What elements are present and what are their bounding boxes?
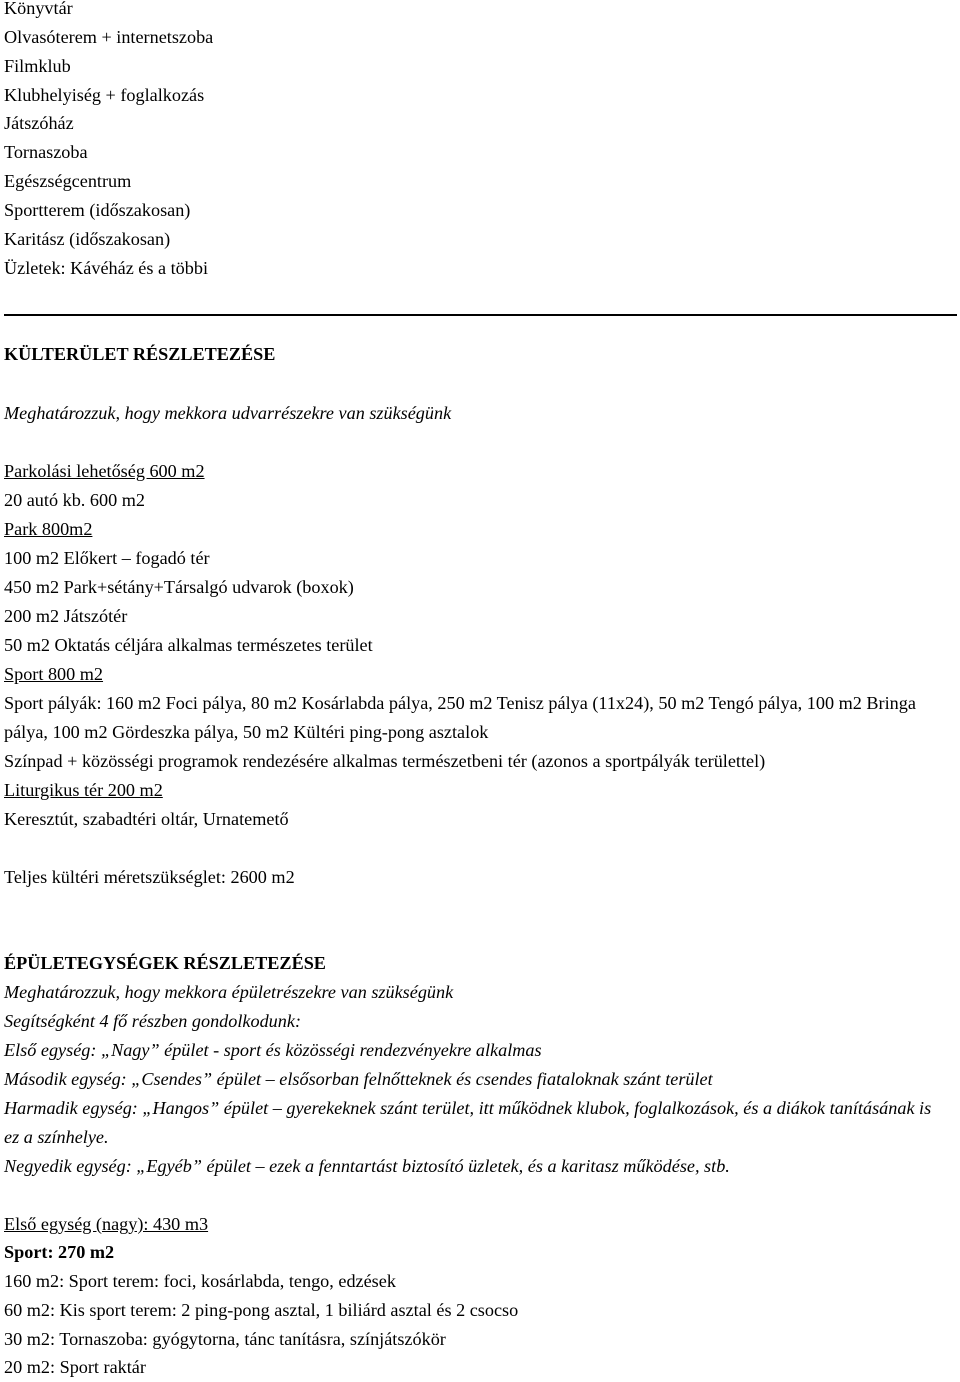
unit-item: Második egység: „Csendes” épület – elsősorban felnőtteknek és csendes fiataloknak szánt terület xyxy=(4,1069,713,1089)
facility-item: Egészségcentrum xyxy=(4,171,132,191)
stage-text: Színpad + közösségi programok rendezésére alkalmas természetbeni tér (azonos a sportpályák területtel) xyxy=(4,751,766,771)
liturgy-title: Liturgikus tér 200 m2 xyxy=(4,780,163,800)
facility-item: Filmklub xyxy=(4,56,71,76)
section-divider xyxy=(4,314,957,316)
sport-room: 30 m2: Tornaszoba: gyógytorna, tánc tanításra, színjátszókör xyxy=(4,1329,446,1349)
parking-title: Parkolási lehetőség 600 m2 xyxy=(4,461,205,481)
facility-item: Üzletek: Kávéház és a többi xyxy=(4,258,209,278)
sport-room: 20 m2: Sport raktár xyxy=(4,1357,146,1377)
buildings-subheading: Meghatározzuk, hogy mekkora épületrészekre van szükségünk xyxy=(4,982,454,1002)
facility-item: Sportterem (időszakosan) xyxy=(4,200,191,220)
sport-room: 160 m2: Sport terem: foci, kosárlabda, tengo, edzések xyxy=(4,1271,396,1291)
outdoor-total: Teljes kültéri méretszükséglet: 2600 m2 xyxy=(4,867,295,887)
first-unit-title: Első egység (nagy): 430 m3 xyxy=(4,1214,209,1234)
outdoor-heading: KÜLTERÜLET RÉSZLETEZÉSE xyxy=(4,344,276,364)
sport-title: Sport 800 m2 xyxy=(4,664,104,684)
sport-fields: Sport pályák: 160 m2 Foci pálya, 80 m2 Kosárlabda pálya, 250 m2 Tenisz pálya (11x24), 50 m2 Tengó pálya, 100 m2 Bringa pálya, 100 m2 Gördeszka pálya, 50 m2 Kültéri ping-pong asztalok xyxy=(4,693,916,742)
park-item: 100 m2 Előkert – fogadó tér xyxy=(4,548,210,568)
park-item: 450 m2 Park+sétány+Társalgó udvarok (boxok) xyxy=(4,577,354,597)
facility-item: Játszóház xyxy=(4,113,74,133)
liturgy-detail: Keresztút, szabadtéri oltár, Urnatemető xyxy=(4,809,289,829)
buildings-intro: Segítségként 4 fő részben gondolkodunk: xyxy=(4,1011,301,1031)
park-item: 50 m2 Oktatás céljára alkalmas természetes terület xyxy=(4,635,373,655)
facility-item: Tornaszoba xyxy=(4,142,88,162)
unit-item: Negyedik egység: „Egyéb” épület – ezek a fenntartást biztosító üzletek, és a karitasz működése, stb. xyxy=(4,1156,730,1176)
unit-item: Első egység: „Nagy” épület - sport és közösségi rendezvényekre alkalmas xyxy=(4,1040,542,1060)
outdoor-subheading: Meghatározzuk, hogy mekkora udvarrészekre van szükségünk xyxy=(4,403,452,423)
parking-detail: 20 autó kb. 600 m2 xyxy=(4,490,145,510)
park-title: Park 800m2 xyxy=(4,519,93,539)
park-item: 200 m2 Játszótér xyxy=(4,606,128,626)
facility-item: Olvasóterem + internetszoba xyxy=(4,27,214,47)
facility-item: Könyvtár xyxy=(4,0,73,18)
facility-item: Karitász (időszakosan) xyxy=(4,229,171,249)
buildings-heading: ÉPÜLETEGYSÉGEK RÉSZLETEZÉSE xyxy=(4,953,326,973)
unit-item: Harmadik egység: „Hangos” épület – gyerekeknek szánt terület, itt működnek klubok, foglalkozások, és a diákok tanításának is ez a színhelye. xyxy=(4,1098,932,1147)
sport-heading: Sport: 270 m2 xyxy=(4,1242,115,1262)
facility-item: Klubhelyiség + foglalkozás xyxy=(4,85,205,105)
sport-room: 60 m2: Kis sport terem: 2 ping-pong asztal, 1 biliárd asztal és 2 csocso xyxy=(4,1300,519,1320)
